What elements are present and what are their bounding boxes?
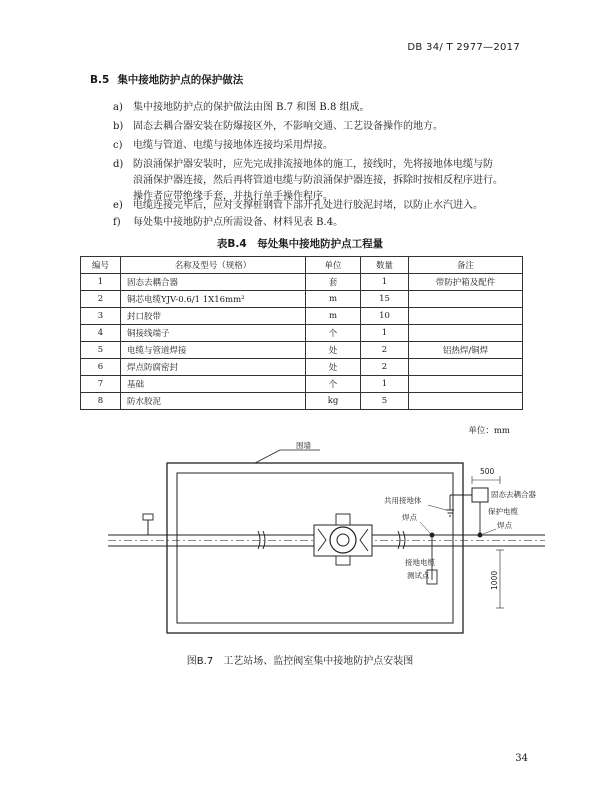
- figure-caption: 图B.7 工艺站场、监控阀室集中接地防护点安装图: [186, 656, 414, 667]
- label-ground-cable: 接地电缆: [405, 558, 435, 567]
- cell: 5: [81, 342, 121, 359]
- item-mark: b): [113, 121, 124, 132]
- label-protect-cable: 保护电缆: [488, 507, 518, 516]
- col-header: 名称及型号（规格）: [121, 257, 306, 274]
- cell: 4: [81, 325, 121, 342]
- cell: 6: [81, 359, 121, 376]
- cell: [409, 308, 523, 325]
- label-wall: 围墙: [296, 441, 311, 450]
- cell: 1: [361, 376, 409, 393]
- table-caption: 表B.4 每处集中接地防护点工程量: [216, 238, 384, 250]
- label-leader: [428, 505, 446, 510]
- cell: m: [306, 291, 361, 308]
- cell: 7: [81, 376, 121, 393]
- label-decoupler: 固态去耦合器: [491, 490, 536, 499]
- col-header: 备注: [409, 257, 523, 274]
- col-header: 编号: [81, 257, 121, 274]
- col-header: 单位: [306, 257, 361, 274]
- item-text: 电缆与管道、电缆与接地体连接均采用焊接。: [133, 140, 333, 151]
- cell: [409, 291, 523, 308]
- item-text-line: 操作者应带绝缘手套，并执行单手操作程序。: [133, 191, 333, 202]
- col-header: 数量: [361, 257, 409, 274]
- installation-diagram: [0, 440, 600, 650]
- vent-valve-icon: [143, 514, 153, 520]
- item-text: 每处集中接地防护点所需设备、材料见表 B.4。: [133, 217, 344, 228]
- cell: 套: [306, 274, 361, 291]
- cell: 固态去耦合器: [121, 274, 306, 291]
- cell: 封口胶带: [121, 308, 306, 325]
- cell: 1: [81, 274, 121, 291]
- item-mark: e): [113, 200, 123, 211]
- cell: 15: [361, 291, 409, 308]
- cell: 处: [306, 359, 361, 376]
- cell: kg: [306, 393, 361, 410]
- cell: 2: [81, 291, 121, 308]
- table-row: [81, 393, 523, 410]
- quantity-table: [80, 256, 523, 410]
- cell: m: [306, 308, 361, 325]
- cell: [409, 376, 523, 393]
- label-leader: [420, 522, 430, 533]
- item-text-line: 浪涌保护器连接，然后再将管道电缆与防浪涌保护器连接，拆除时按相反程序进行。: [133, 175, 503, 186]
- cell: 3: [81, 308, 121, 325]
- unit-note: 单位：mm: [468, 426, 510, 436]
- cell: 个: [306, 376, 361, 393]
- cell: 个: [306, 325, 361, 342]
- table-row: [81, 359, 523, 376]
- table-row: [81, 342, 523, 359]
- item-mark: d): [113, 159, 124, 170]
- section-title: 集中接地防护点的保护做法: [117, 74, 244, 86]
- cell: 处: [306, 342, 361, 359]
- item-text: 集中接地防护点的保护做法由图 B.7 和图 B.8 组成。: [133, 102, 370, 113]
- cell: 带防护箱及配件: [409, 274, 523, 291]
- label-test-point: 测试点: [407, 571, 430, 580]
- cell: 铜接线端子: [121, 325, 306, 342]
- valve-icon: [314, 514, 372, 565]
- cell: 1: [361, 274, 409, 291]
- table-row: [81, 274, 523, 291]
- label-dim-500: 500: [480, 467, 495, 476]
- cell: 电缆与管道焊接: [121, 342, 306, 359]
- table-row: [81, 291, 523, 308]
- cell: 2: [361, 359, 409, 376]
- cell: 防水胶泥: [121, 393, 306, 410]
- cell: 1: [361, 325, 409, 342]
- cell: [409, 359, 523, 376]
- label-common-ground: 共用接地体: [384, 496, 422, 505]
- cell: 焊点防腐密封: [121, 359, 306, 376]
- table-row: [81, 376, 523, 393]
- item-text-line: 防浪涌保护器安装时，应先完成排流接地体的施工，接线时，先将接地体电缆与防: [133, 159, 493, 170]
- item-text: 电缆连接完毕后，应对支撑桩钢管下部开孔处进行胶泥封堵，以防止水汽进入。: [133, 200, 483, 211]
- table-header-row: [81, 257, 523, 274]
- label-weld-right: 焊点: [497, 521, 512, 530]
- item-mark: c): [113, 140, 123, 151]
- decoupler-box-icon: [472, 488, 488, 502]
- table-row: [81, 308, 523, 325]
- standard-number: DB 34/ T 2977—2017: [407, 42, 520, 53]
- item-text: 固态去耦合器安装在防爆接区外，不影响交通、工艺设备操作的地方。: [133, 121, 443, 132]
- cell: [409, 393, 523, 410]
- cell: 2: [361, 342, 409, 359]
- item-mark: a): [113, 102, 123, 113]
- section-heading: [90, 72, 243, 87]
- page-number: 34: [515, 753, 528, 764]
- cell: 铜芯电缆YJV-0.6/1 1X16mm²: [121, 291, 306, 308]
- cell: 铝热焊/铜焊: [409, 342, 523, 359]
- label-weld-left: 焊点: [402, 513, 417, 522]
- wall-leader-line: [255, 450, 280, 463]
- label-leader: [483, 529, 496, 534]
- cell: [409, 325, 523, 342]
- cell: 基础: [121, 376, 306, 393]
- cell: 5: [361, 393, 409, 410]
- cell: 10: [361, 308, 409, 325]
- section-number: B.5: [90, 74, 110, 86]
- cell: 8: [81, 393, 121, 410]
- item-mark: f): [113, 217, 121, 228]
- table-row: [81, 325, 523, 342]
- label-dim-1000: 1000: [490, 570, 499, 590]
